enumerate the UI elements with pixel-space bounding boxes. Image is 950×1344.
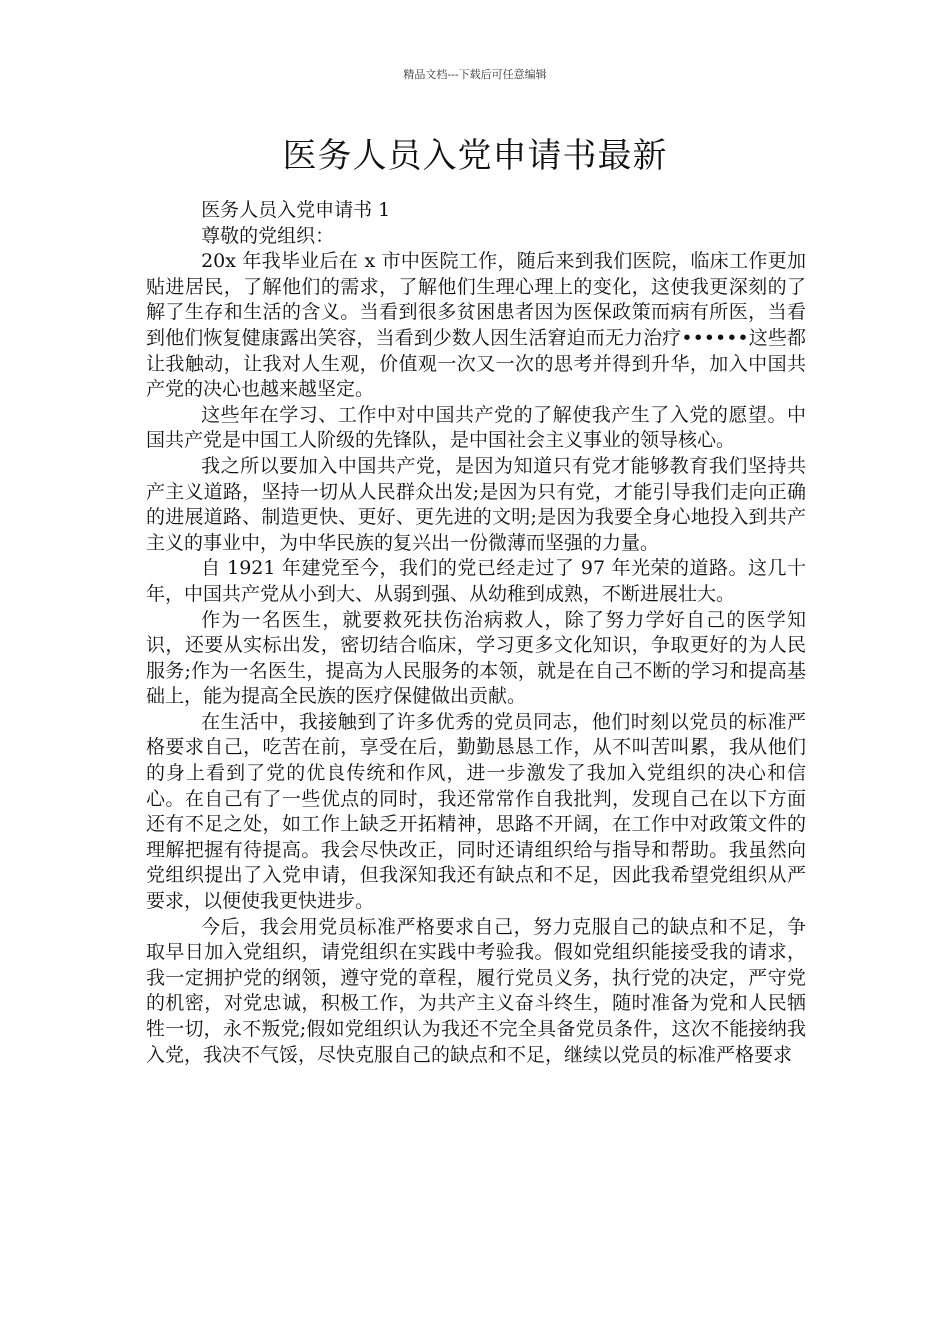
paragraph-1: 20x 年我毕业后在 x 市中医院工作，随后来到我们医院，临床工作更加贴进居民，了解他们的需求，了解他们生理心理上的变化，这使我更深刻的了解了生存和生活的含义。当看到很多贫困患者因为医保政策而病有所医，当看到他们恢复健康露出笑容，当看到少数人因生活窘迫而无力治疗••••••这些都让我触动，让我对人生观，价值观一次又一次的思考并得到升华，加入中国共产党的决心也越来越坚定。 <box>146 250 806 401</box>
document-title: 医务人员入党申请书最新 <box>282 136 668 176</box>
paragraph-2: 这些年在学习、工作中对中国共产党的了解使我产生了入党的愿望。中国共产党是中国工人阶级的先锋队，是中国社会主义事业的领导核心。 <box>146 403 806 452</box>
header-note: 精品文档---下载后可任意编辑 <box>403 68 547 81</box>
paragraph-3: 我之所以要加入中国共产党，是因为知道只有党才能够教育我们坚持共产主义道路，坚持一切从人民群众出发;是因为只有党，才能引导我们走向正确的进展道路、制造更快、更好、更先进的文明;是因为我要全身心地投入到共产主义的事业中，为中华民族的复兴出一份微薄而坚强的力量。 <box>146 454 806 554</box>
document-body <box>146 198 806 1068</box>
paragraph-7: 今后，我会用党员标准严格要求自己，努力克服自己的缺点和不足，争取早日加入党组织，请党组织在实践中考验我。假如党组织能接受我的请求，我一定拥护党的纲领，遵守党的章程，履行党员义务，执行党的决定，严守党的机密，对党忠诚，积极工作，为共产主义奋斗终生，随时准备为党和人民牺牲一切，永不叛党;假如党组织认为我还不完全具备党员条件，这次不能接纳我入党，我决不气馁，尽快克服自己的缺点和不足，继续以党员的标准严格要求 <box>146 915 806 1066</box>
salutation: 尊敬的党组织： <box>201 224 335 247</box>
paragraph-6: 在生活中，我接触到了许多优秀的党员同志，他们时刻以党员的标准严格要求自己，吃苦在前，享受在后，勤勤恳恳工作，从不叫苦叫累，我从他们的身上看到了党的优良传统和作风，进一步激发了我加入党组织的决心和信心。在自己有了一些优点的同时，我还常常作自我批判，发现自己在以下方面还有不足之处，如工作上缺乏开拓精神，思路不开阔，在工作中对政策文件的理解把握有待提高。我会尽快改正，同时还请组织给与指导和帮助。我虽然向党组织提出了入党申请，但我深知我还有缺点和不足，因此我希望党组织从严要求，以便使我更快进步。 <box>146 710 806 913</box>
paragraph-5: 作为一名医生，就要救死扶伤治病救人，除了努力学好自己的医学知识，还要从实标出发，密切结合临床，学习更多文化知识，争取更好的为人民服务;作为一名医生，提高为人民服务的本领，就是在自己不断的学习和提高基础上，能为提高全民族的医疗保健做出贡献。 <box>146 608 806 708</box>
paragraph-4: 自 1921 年建党至今，我们的党已经走过了 97 年光荣的道路。这几十年，中国共产党从小到大、从弱到强、从幼稚到成熟，不断进展壮大。 <box>146 557 806 605</box>
document-subtitle: 医务人员入党申请书 1 <box>201 199 391 221</box>
